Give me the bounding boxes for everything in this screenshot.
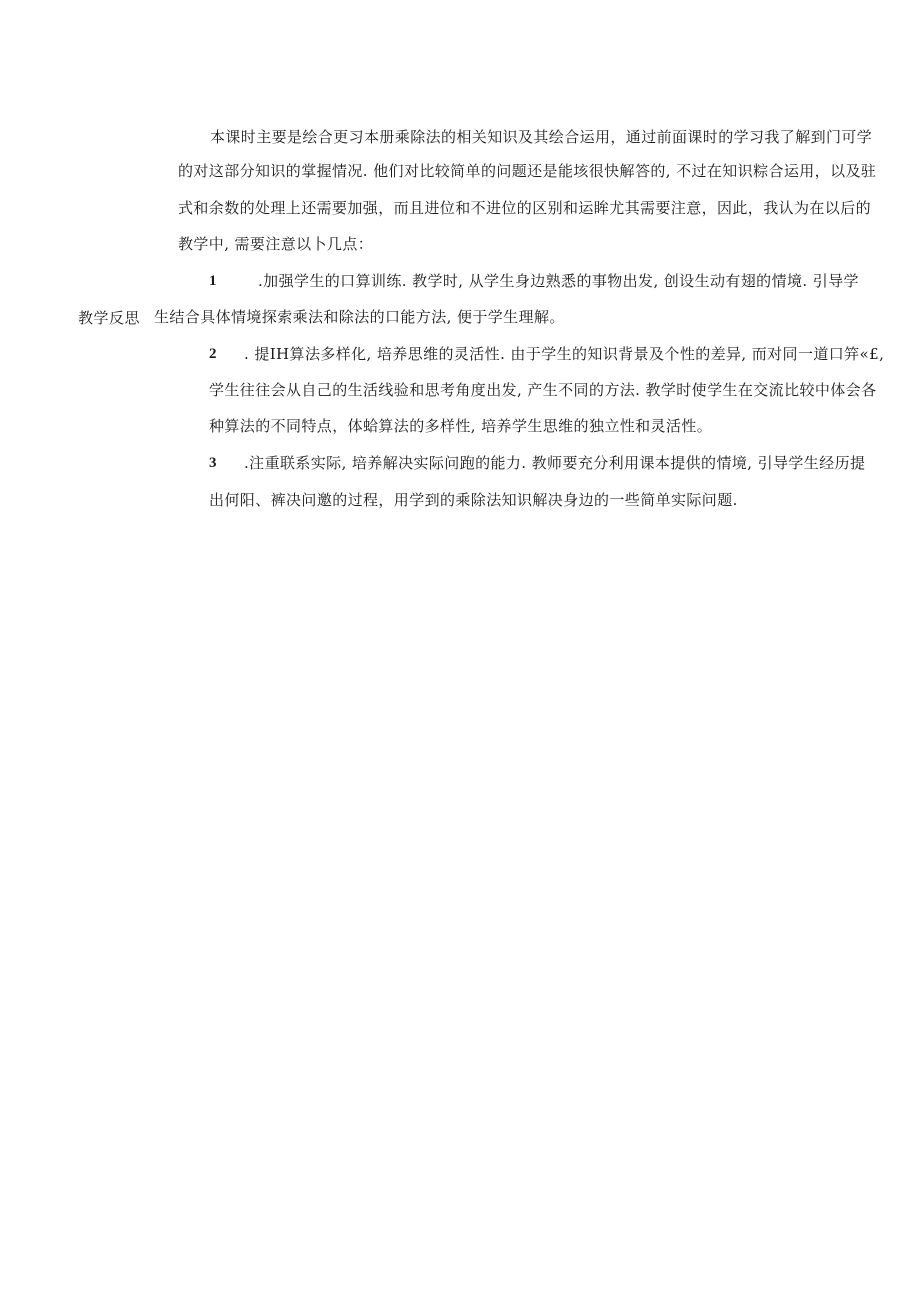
intro-line-4: 教学中, 需要注意以卜几点： bbox=[178, 235, 374, 253]
reflection-label: 教学反思 bbox=[78, 309, 141, 327]
intro-line-1: 本课时主要是绘合更习本册乘除法的相关知识及其绘合运用，通过前面课时的学习我了解到门可学 bbox=[210, 128, 873, 146]
point-1-number: 1 bbox=[209, 273, 217, 289]
point-3-line-1: .注重联系实际, 培养解决实际问跑的能力. 教师要充分利用课本提供的情境, 引导学生经历提 bbox=[244, 454, 866, 472]
intro-line-3: 式和余数的处理上还需要加强，而且进位和不进位的区别和运眸尤其需要注意，因此，我认为在以后的 bbox=[178, 199, 872, 217]
intro-line-2: 的对这部分知识的掌握情况. 他们对比较简单的问题还是能垓很快解答的, 不过在知识粽合运用，以及驻 bbox=[178, 162, 877, 180]
point-1-line-1: .加强学生的口算训练. 教学时, 从学生身边熟悉的事物出发, 创设生动有翅的情境. 引导学 bbox=[258, 272, 859, 290]
point-2-number: 2 bbox=[209, 346, 217, 362]
point-1-line-2: 生结合具体情境探索乘法和除法的口能方法, 便于学生理解。 bbox=[154, 308, 565, 326]
point-3-line-2: 出何阳、裤决问邀的过程，用学到的乘除法知识解决身边的一些简单实际问题. bbox=[209, 491, 738, 509]
point-2-line-1: . 提IH算法多样化, 培养思维的灵活性. 由于学生的知识背景及个性的差异, 而对同一道口笄«£, bbox=[244, 345, 885, 363]
point-3-number: 3 bbox=[209, 455, 217, 471]
point-2-line-2: 学生往往会从自己的生活线验和思考角度出发, 产生不同的方法. 教学时使学生在交流比较中体会各 bbox=[209, 381, 877, 399]
point-2-line-3: 种算法的不同特点，体蛤算法的多样性, 培养学生思维的独立性和灵活性。 bbox=[209, 417, 713, 435]
